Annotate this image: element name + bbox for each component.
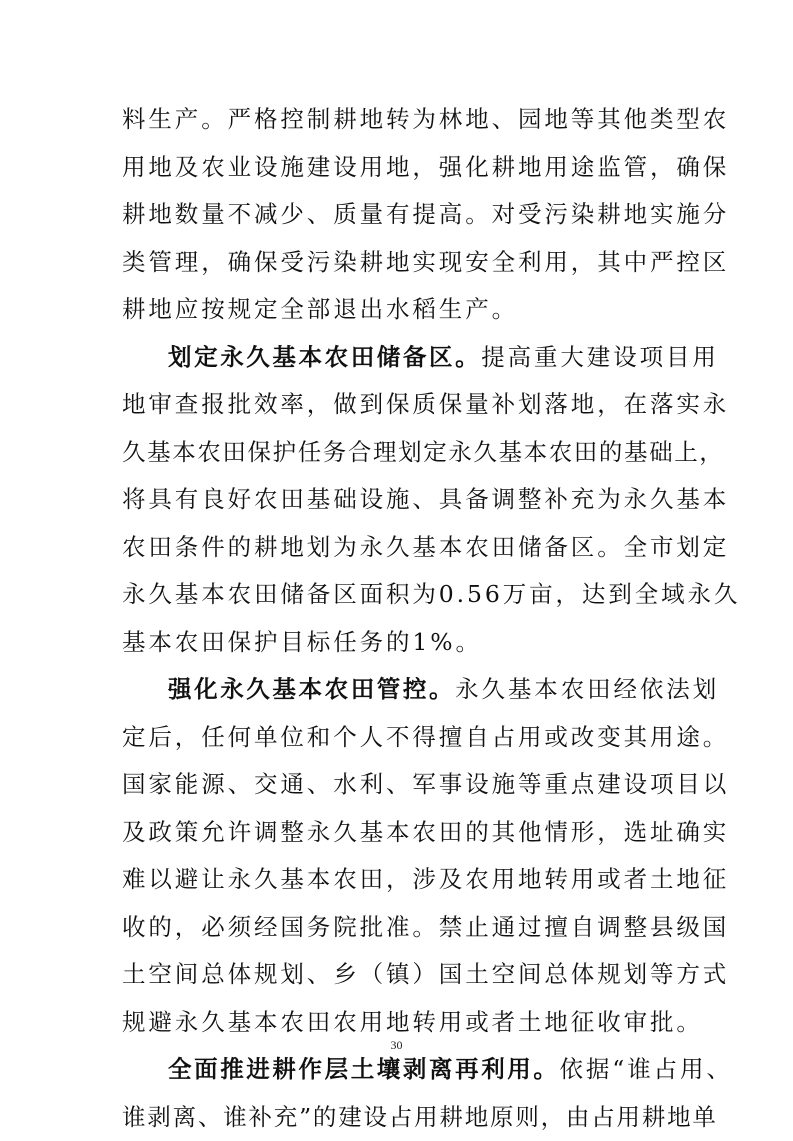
paragraph-first-line: [122, 666, 674, 714]
text-line: 地审查报批效率，做到保质保量补划落地，在落实永: [122, 381, 674, 429]
text-line: 用地及农业设施建设用地，强化耕地用途监管，确保: [122, 144, 674, 192]
text-line: 土空间总体规划、乡（镇）国土空间总体规划等方式: [122, 951, 674, 999]
section-heading: 全面推进耕作层土壤剥离再利用。: [168, 1055, 560, 1083]
section-heading: 划定永久基本农田储备区。: [168, 343, 481, 371]
paragraph-first-line: [122, 334, 674, 382]
text-line: 规避永久基本农田农用地转用或者土地征收审批。: [122, 999, 674, 1047]
text-line: 谁剥离、谁补充”的建设占用耕地原则，由占用耕地单: [122, 1094, 674, 1141]
text-line: 将具有良好农田基础设施、具备调整补充为永久基本: [122, 476, 674, 524]
text-line: 类管理，确保受污染耕地实现安全利用，其中严控区: [122, 239, 674, 287]
text-line: 基本农田保护目标任务的1%。: [122, 619, 674, 667]
text-line: 料生产。严格控制耕地转为林地、园地等其他类型农: [122, 96, 674, 144]
text-line: 耕地数量不减少、质量有提高。对受污染耕地实施分: [122, 191, 674, 239]
text-line: 农田条件的耕地划为永久基本农田储备区。全市划定: [122, 524, 674, 572]
page-number: 30: [0, 1038, 793, 1053]
section-heading: 强化永久基本农田管控。: [168, 675, 455, 703]
text-line: 国家能源、交通、水利、军事设施等重点建设项目以: [122, 761, 674, 809]
document-body: [122, 96, 674, 1141]
text-line: 久基本农田保护任务合理划定永久基本农田的基础上，: [122, 429, 674, 477]
text-line: 收的，必须经国务院批准。禁止通过擅自调整县级国: [122, 904, 674, 952]
text-run: 永久基本农田经依法划: [455, 675, 719, 703]
paragraph-first-line: [122, 1046, 674, 1094]
text-run: 提高重大建设项目用: [481, 343, 719, 371]
text-line: 定后，任何单位和个人不得擅自占用或改变其用途。: [122, 714, 674, 762]
text-line: 耕地应按规定全部退出水稻生产。: [122, 286, 674, 334]
text-line: 永久基本农田储备区面积为0.56万亩，达到全域永久: [122, 571, 674, 619]
text-run: 依据“谁占用、: [560, 1055, 733, 1083]
text-line: 难以避让永久基本农田，涉及农用地转用或者土地征: [122, 856, 674, 904]
text-line: 及政策允许调整永久基本农田的其他情形，选址确实: [122, 809, 674, 857]
